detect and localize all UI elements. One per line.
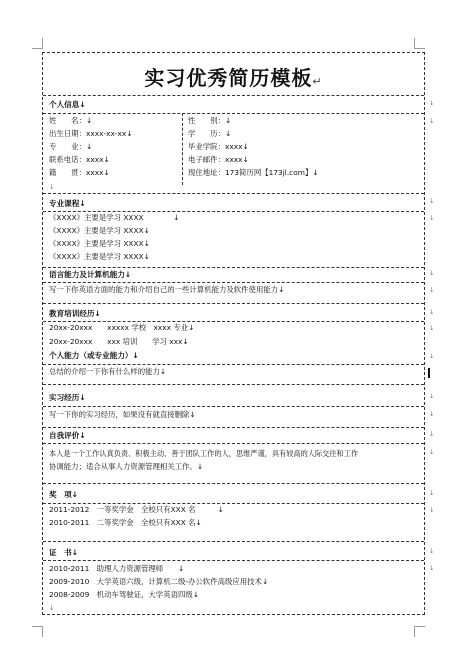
section-heading-personal[interactable]: 个人信息↓ bbox=[49, 100, 86, 109]
row-end-mark: ↓ bbox=[429, 564, 435, 572]
section-heading-certificates[interactable]: 证 书↓ bbox=[49, 548, 79, 557]
divider bbox=[43, 193, 424, 194]
ability-text[interactable]: 总结的介绍一下你有什么样的能力↓ bbox=[49, 367, 167, 376]
section-heading-education[interactable]: 教育培训经历↓ bbox=[49, 309, 101, 318]
text-cursor bbox=[428, 368, 430, 378]
row-end-mark: ↓ bbox=[429, 547, 435, 555]
field-email[interactable]: 电子邮件：xxxx↓ bbox=[188, 155, 249, 164]
divider bbox=[43, 483, 424, 484]
row-end-mark: ↓ bbox=[429, 214, 435, 222]
certificate-item[interactable]: 2010-2011 助理人力资源管理师 ↓ bbox=[49, 564, 185, 573]
field-gender[interactable]: 性 别：↓ bbox=[188, 116, 232, 125]
field-name[interactable]: 姓 名：↓ bbox=[49, 116, 93, 125]
section-heading-courses[interactable]: 专业课程↓ bbox=[49, 199, 86, 208]
row-end-mark: ↓ bbox=[429, 324, 435, 332]
section-heading-awards[interactable]: 奖 项↓ bbox=[49, 490, 79, 499]
paragraph-mark: ↓ bbox=[49, 604, 55, 612]
row-end-mark: ↓ bbox=[429, 430, 435, 438]
field-degree[interactable]: 学 历：↓ bbox=[188, 129, 232, 138]
divider bbox=[43, 267, 424, 268]
divider bbox=[43, 384, 424, 385]
skills-text[interactable]: 写一下你英语方面的能力和介绍自己的一些计算机能力及软件使用能力↓ bbox=[49, 285, 285, 294]
crop-mark-bottom-left bbox=[32, 626, 43, 637]
resume-page bbox=[42, 52, 435, 615]
course-item[interactable]: 《XXXX》主要是学习 XXXX↓ bbox=[49, 252, 150, 261]
row-end-mark: ↓ bbox=[429, 352, 435, 360]
divider bbox=[43, 427, 424, 428]
row-end-mark: ↓ bbox=[429, 489, 435, 497]
row-end-mark: ↓ bbox=[429, 448, 435, 456]
row-end-mark: ↓ bbox=[429, 308, 435, 316]
course-item[interactable]: 《XXXX》主要是学习 XXXX ↓ bbox=[49, 213, 180, 222]
column-divider bbox=[182, 113, 183, 185]
title-text: 实习优秀简历模板 bbox=[144, 66, 313, 90]
field-hometown[interactable]: 籍 贯：xxxx↓ bbox=[49, 168, 110, 177]
education-item[interactable]: 20xx-20xxx xxx 培训 学习 xxx↓ bbox=[49, 337, 189, 346]
divider bbox=[43, 406, 424, 407]
course-item[interactable]: 《XXXX》主要是学习 XXXX↓ bbox=[49, 226, 150, 235]
row-end-mark: ↓ bbox=[429, 410, 435, 418]
row-end-mark: ↓ bbox=[429, 506, 435, 514]
internship-text[interactable]: 写一下你的实习经历，如果没有就直接删除↓ bbox=[49, 410, 196, 419]
row-end-mark: ↓ bbox=[429, 286, 435, 294]
field-school[interactable]: 毕业学院：xxxx↓ bbox=[188, 142, 249, 151]
crop-mark-bottom-right bbox=[414, 626, 425, 637]
divider bbox=[43, 541, 424, 542]
field-address[interactable]: 现住地址：173简历网【173jl.com】↓ bbox=[188, 168, 319, 177]
course-item[interactable]: 《XXXX》主要是学习 XXXX↓ bbox=[49, 239, 150, 248]
certificate-item[interactable]: 2008-2009 机动车驾驶证，大学英语四级↓ bbox=[49, 590, 199, 599]
divider bbox=[43, 95, 424, 96]
section-heading-internship[interactable]: 实习经历↓ bbox=[49, 393, 86, 402]
divider bbox=[43, 364, 424, 365]
divider bbox=[43, 282, 424, 283]
paragraph-mark: ↵ bbox=[312, 75, 323, 88]
section-heading-skills[interactable]: 语言能力及计算机能力↓ bbox=[49, 270, 132, 279]
section-heading-evaluation[interactable]: 自我评价↓ bbox=[49, 431, 86, 440]
divider bbox=[43, 560, 424, 561]
evaluation-line[interactable]: 协调能力；适合从事人力资源管理相关工作。↓ bbox=[49, 462, 204, 471]
paragraph-mark: ↓ bbox=[49, 183, 55, 191]
document-title[interactable] bbox=[43, 62, 424, 91]
row-end-mark: ↓ bbox=[429, 392, 435, 400]
row-end-mark: ↓ bbox=[429, 197, 435, 205]
crop-mark-top-left bbox=[32, 38, 43, 49]
field-birthdate[interactable]: 出生日期：xxxx-xx-xx↓ bbox=[49, 129, 133, 138]
row-end-mark: ↓ bbox=[429, 117, 435, 125]
certificate-item[interactable]: 2009-2010 大学英语六级，计算机二级-办公软件高级应用技术↓ bbox=[49, 577, 269, 586]
crop-mark-top-right bbox=[414, 38, 425, 49]
field-phone[interactable]: 联系电话：xxxx↓ bbox=[49, 155, 110, 164]
divider bbox=[43, 113, 424, 114]
award-item[interactable]: 2010-2011 二等奖学金 全校只有XXX 名↓ bbox=[49, 518, 202, 527]
field-major[interactable]: 专 业：↓ bbox=[49, 142, 93, 151]
award-item[interactable]: 2011-2012 一等奖学金 全校只有XXX 名 ↓ bbox=[49, 505, 224, 514]
education-item[interactable]: 20xx-20xxx xxxxx 学校 xxxx 专业↓ bbox=[49, 323, 195, 332]
row-end-mark: ↓ bbox=[429, 99, 435, 107]
evaluation-line[interactable]: 本人是一个工作认真负责、积极主动、善于团队工作的人，思维严谨，具有较高的人际交往和工作 bbox=[49, 449, 359, 458]
divider bbox=[43, 303, 424, 304]
row-end-mark: ↓ bbox=[429, 269, 435, 277]
section-heading-ability[interactable]: 个人能力（或专业能力）↓ bbox=[49, 351, 139, 360]
divider bbox=[43, 443, 424, 444]
